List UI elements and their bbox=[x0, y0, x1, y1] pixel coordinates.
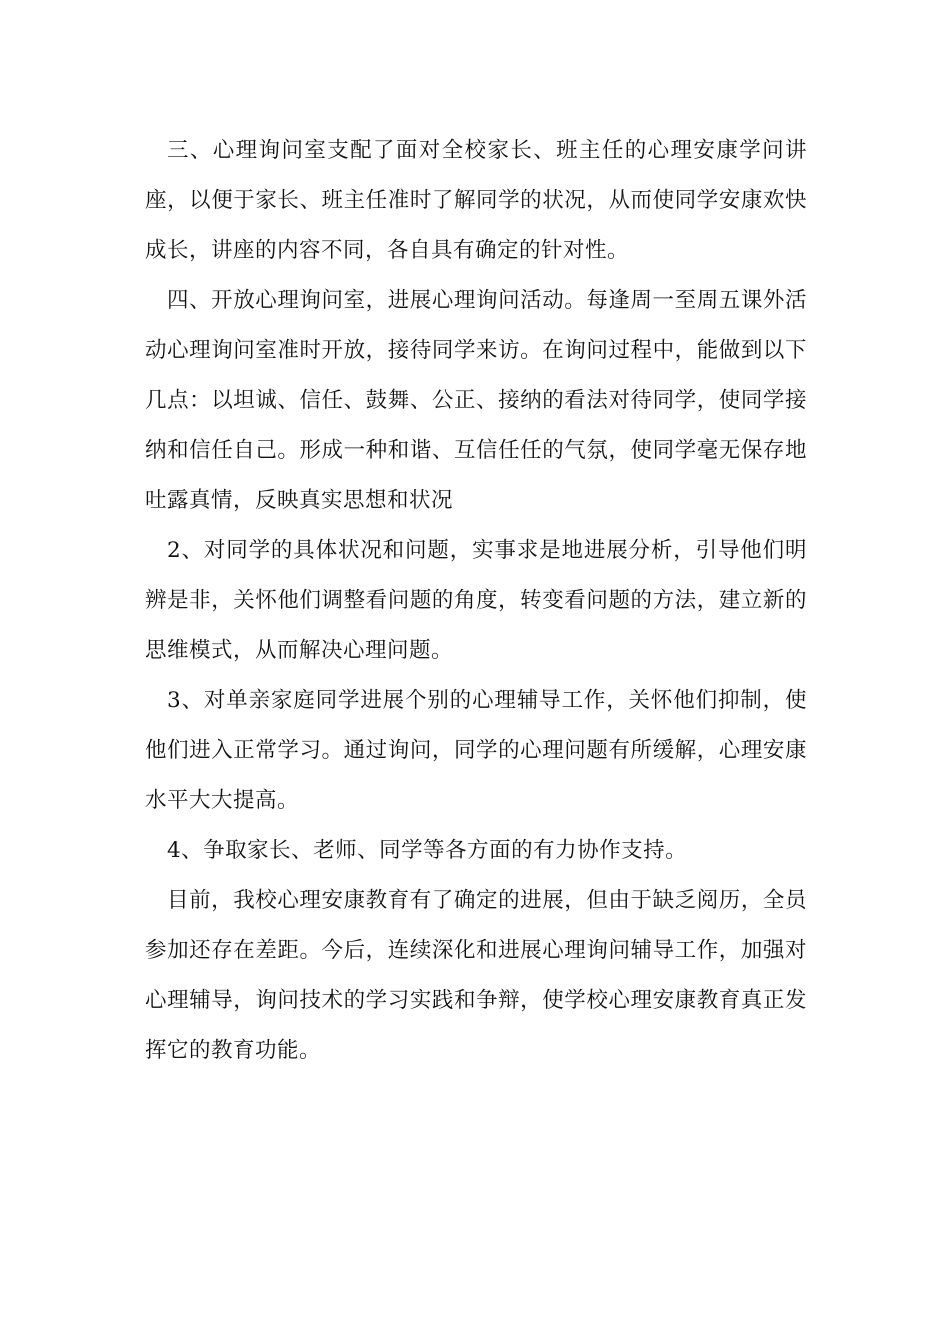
paragraph-conclusion: 目前，我校心理安康教育有了确定的进展，但由于缺乏阅历，全员参加还存在差距。今后，连续深化和进展心理询问辅导工作，加强对心理辅导，询问技术的学习实践和争辩，使学校心理安康教育真正发挥它的教育功能。 bbox=[145, 888, 807, 1063]
paragraph-section-four: 四、开放心理询问室，进展心理询问活动。每逢周一至周五课外活动心理询问室准时开放，接待同学来访。在询问过程中，能做到以下几点：以坦诚、信任、鼓舞、公正、接纳的看法对待同学，使同学接纳和信任自己。形成一种和谐、互信任任的气氛，使同学毫无保存地吐露真情，反映真实思想和状况 bbox=[145, 288, 807, 513]
paragraph-section-three: 三、心理询问室支配了面对全校家长、班主任的心理安康学问讲座，以便于家长、班主任准时了解同学的状况，从而使同学安康欢快成长，讲座的内容不同，各自具有确定的针对性。 bbox=[145, 138, 807, 263]
document-body bbox=[145, 126, 807, 1076]
paragraph-item-2: 2、对同学的具体状况和问题，实事求是地进展分析，引导他们明辨是非，关怀他们调整看问题的角度，转变看问题的方法，建立新的思维模式，从而解决心理问题。 bbox=[145, 538, 807, 663]
paragraph-item-4: 4、争取家长、老师、同学等各方面的有力协作支持。 bbox=[167, 838, 688, 863]
paragraph-item-3: 3、对单亲家庭同学进展个别的心理辅导工作，关怀他们抑制，使他们进入正常学习。通过询问，同学的心理问题有所缓解，心理安康水平大大提高。 bbox=[145, 688, 807, 813]
